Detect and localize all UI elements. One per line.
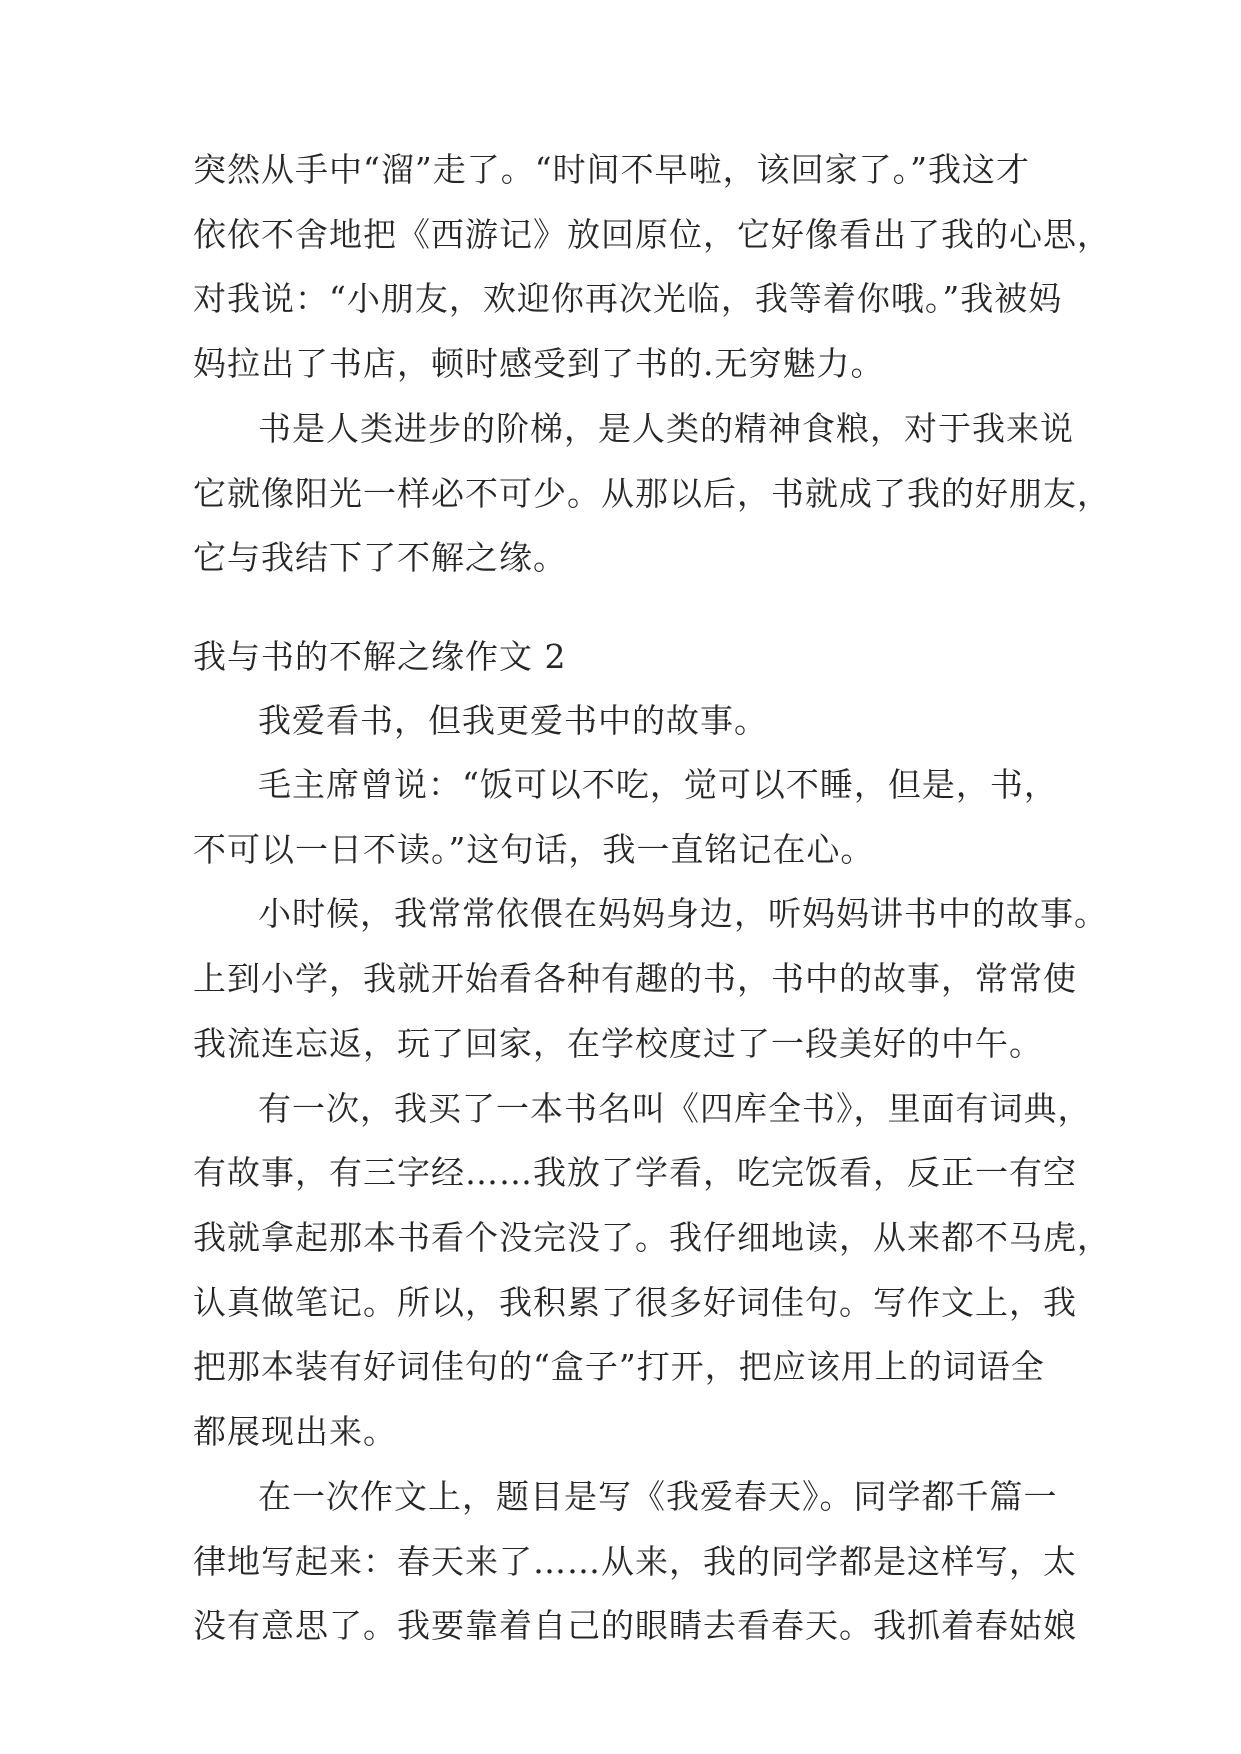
section-heading: 我与书的不解之缘作文 2: [193, 637, 567, 676]
text-line: 都展现出来。: [193, 1412, 397, 1451]
text-line: 有故事，有三字经……我放了学看，吃完饭看，反正一有空: [193, 1153, 1077, 1192]
text-line: 我爱看书，但我更爱书中的故事。: [258, 701, 768, 740]
text-line: 没有意思了。我要靠着自己的眼睛去看春天。我抓着春姑娘: [193, 1606, 1077, 1645]
text-line: 认真做笔记。所以，我积累了很多好词佳句。写作文上，我: [193, 1283, 1077, 1322]
text-line: 毛主席曾说：“饭可以不吃，觉可以不睡，但是，书，: [258, 765, 1058, 804]
text-line: 在一次作文上，题目是写《我爱春天》。同学都千篇一: [258, 1477, 1058, 1516]
text-line: 上到小学，我就开始看各种有趣的书，书中的故事，常常使: [193, 959, 1077, 998]
text-line: 书是人类进步的阶梯，是人类的精神食粮，对于我来说: [258, 409, 1074, 448]
text-line: 依依不舍地把《西游记》放回原位，它好像看出了我的心思，: [193, 215, 1111, 254]
text-line: 律地写起来：春天来了……从来，我的同学都是这样写，太: [193, 1542, 1077, 1581]
text-line: 小时候，我常常依偎在妈妈身边，听妈妈讲书中的故事。: [258, 894, 1108, 933]
text-line: 我就拿起那本书看个没完没了。我仔细地读，从来都不马虎，: [193, 1218, 1111, 1257]
text-line: 它就像阳光一样必不可少。从那以后，书就成了我的好朋友，: [193, 474, 1111, 513]
text-line: 它与我结下了不解之缘。: [193, 538, 567, 577]
text-line: 对我说：“小朋友，欢迎你再次光临，我等着你哦。”我被妈: [193, 279, 1063, 318]
text-line: 把那本装有好词佳句的“盒子”打开，把应该用上的词语全: [193, 1347, 1045, 1386]
text-line: 有一次，我买了一本书名叫《四库全书》，里面有词典，: [258, 1089, 1092, 1128]
text-line: 我流连忘返，玩了回家，在学校度过了一段美好的中午。: [193, 1024, 1043, 1063]
text-line: 妈拉出了书店，顿时感受到了书的.无穷魅力。: [193, 344, 885, 383]
text-line: 不可以一日不读。”这句话，我一直铭记在心。: [193, 830, 875, 869]
text-line: 突然从手中“溜”走了。“时间不早啦，该回家了。”我这才: [193, 150, 1030, 189]
